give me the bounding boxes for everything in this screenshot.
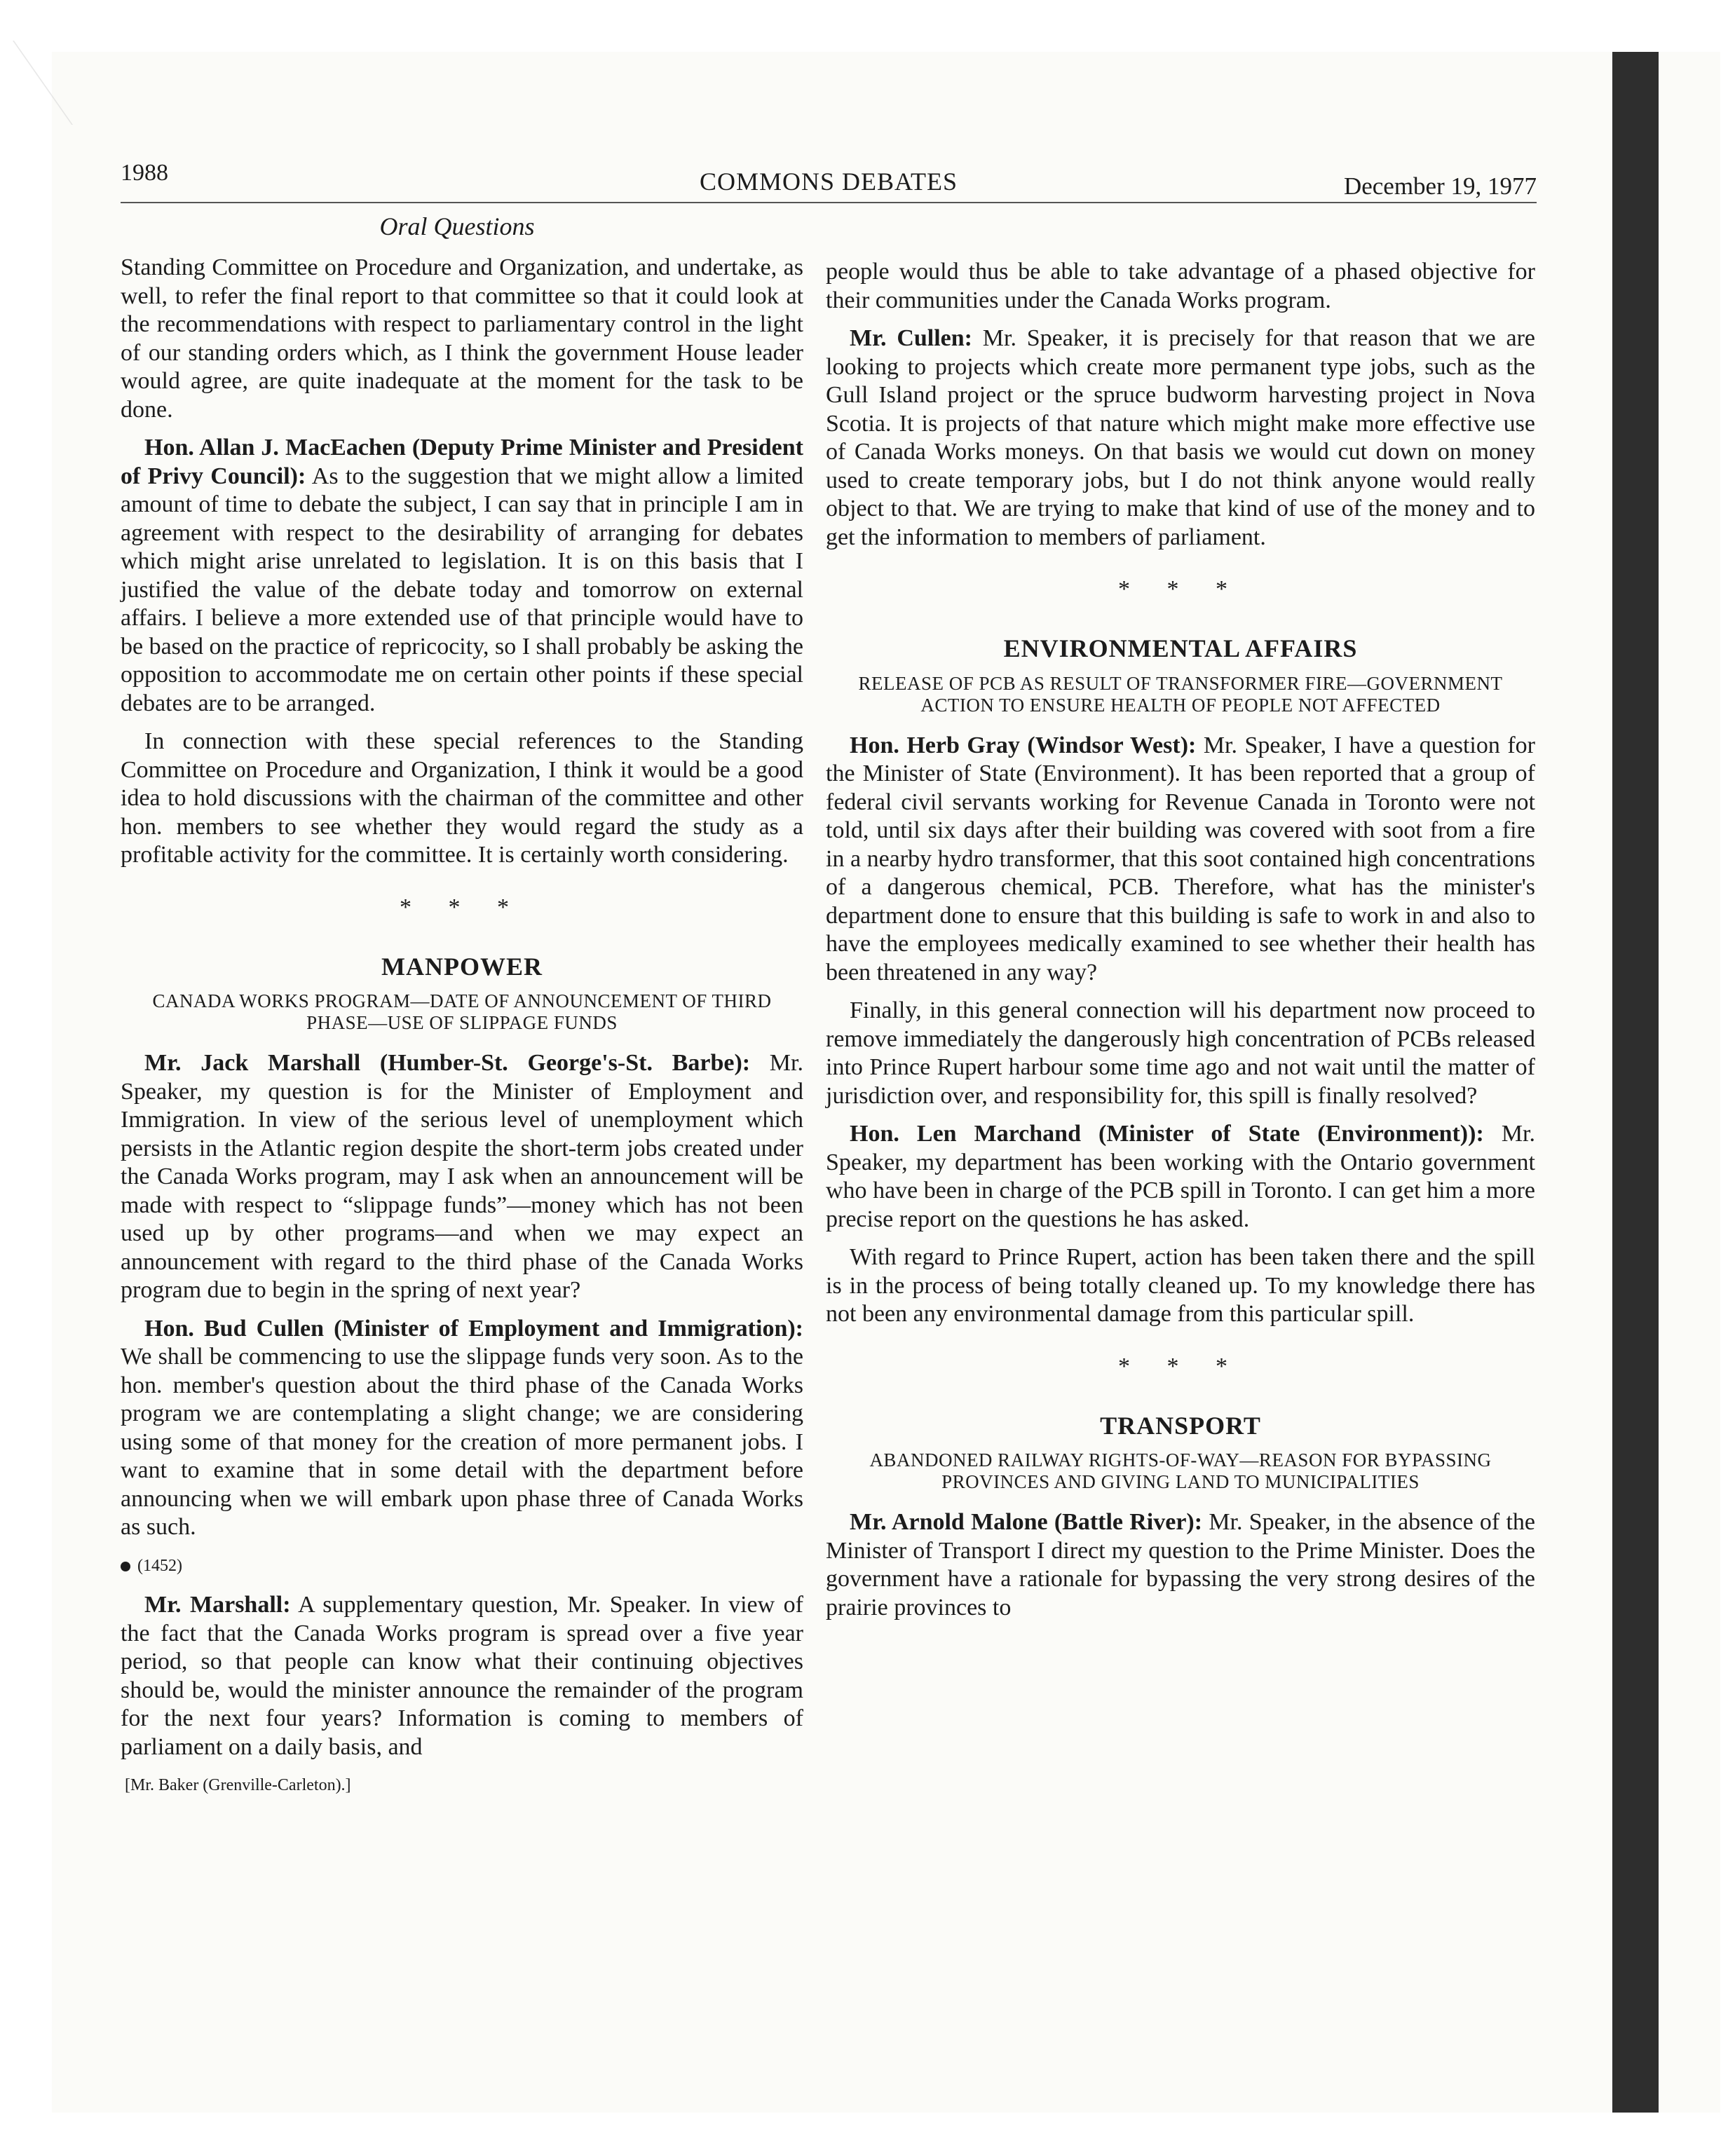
speaker-name: Hon. Herb Gray (Windsor West): <box>850 732 1197 758</box>
page-header <box>121 160 1537 203</box>
section-heading: MANPOWER <box>381 952 543 981</box>
paragraph: In connection with these special references to the Standing Committee on Procedure and Organization, I think it would be a good idea to hold discussions with the chairman of the committee and other hon. members to see whether they would regard the study as a profitable activity for the committee. It is certainly worth considering. <box>121 728 803 868</box>
time-marker <box>121 1552 803 1581</box>
speaker-name: Mr. Marshall: <box>144 1592 291 1618</box>
section-heading: ENVIRONMENTAL AFFAIRS <box>1003 634 1358 662</box>
paragraph <box>121 1049 803 1305</box>
speech-text: Mr. Speaker, it is precisely for that reason that we are looking to projects which create more permanent type jobs, such as the Gull Island project or the spruce budworm harvesting project in Nova Scotia. It is projects of that nature which might make more effective use of Canada Works moneys. On that basis we would cut down on money used to create temporary jobs, but I do not think anyone would really object to that. We are trying to make that kind of use of the money and to get the information to members of parliament. <box>826 325 1535 550</box>
paragraph <box>826 732 1535 988</box>
footnote: [Mr. Baker (Grenville-Carleton).] <box>125 1776 351 1794</box>
speech-text: Mr. Speaker, my question is for the Minister of Employment and Immigration. In view of the serious level of unemployment which persists in the Atlantic region despite the short-term jobs created under the Canada Works program, may I ask when an announcement will be made with respect to “slippage funds”—money which has not been used up by other programs—and when we may expect an announcement with regard to the third phase of the Canada Works program due to begin in the spring of next year? <box>121 1050 803 1303</box>
speaker-name: Mr. Jack Marshall (Humber-St. George's-St. Barbe): <box>144 1050 751 1076</box>
paragraph: Finally, in this general connection will his department now proceed to remove immediately the dangerously high concentration of PCBs released into Prince Rupert harbour some time ago and not wait until the matter of jurisdiction over, and responsibility for, this spill is finally resolved? <box>826 997 1535 1109</box>
section-separator: * * * <box>1118 576 1243 602</box>
section-heading: TRANSPORT <box>1100 1411 1261 1440</box>
paragraph <box>121 1315 803 1542</box>
paragraph: Standing Committee on Procedure and Organization, and undertake, as well, to refer the final report to that committee so that it could look at the recommendations with respect to parliamentary control in the light of our standing orders which, as I think the government House leader would agree, are quite inadequate at the moment for the task to be done. <box>121 254 803 423</box>
speaker-name: Mr. Arnold Malone (Battle River): <box>850 1509 1203 1535</box>
time-stamp: (1452) <box>137 1556 182 1575</box>
speech-text: As to the suggestion that we might allow a limited amount of time to debate the subject, I can say that in principle I am in agreement with respect to the desirability of arranging for debates which might arise unrelated to legislation. It is on this basis that I justified the value of the debate today and tomorrow on external affairs. I believe a more extended use of that principle would have to be based on the practice of repricocity, so I shall probably be asking the opposition to accommodate me on certain other points if these special debates are to be arranged. <box>121 463 804 716</box>
paragraph: people would thus be able to take advantage of a phased objective for their communities under the Canada Works program. <box>826 259 1535 313</box>
speech-text: We shall be commencing to use the slippage funds very soon. As to the hon. member's question about the third phase of the Canada Works program we are contemplating a slight change; we are considering using some of that money for the creation of more permanent jobs. I want to examine that in some detail with the department before announcing when we will embark upon phase three of Canada Works as such. <box>121 1344 803 1540</box>
right-column <box>826 258 1535 1632</box>
bullet-icon <box>121 1562 130 1571</box>
left-column <box>121 254 803 1800</box>
speech-text: A supplementary question, Mr. Speaker. In view of the fact that the Canada Works program is spread over a five year period, so that people can know what their continuing objectives should be, would the minister announce the remainder of the program for the next four years? Information is coming to members of parliament on a daily basis, and <box>121 1592 803 1760</box>
paragraph <box>121 1591 803 1761</box>
speaker-name: Mr. Cullen: <box>850 325 972 351</box>
scan-edge-bar <box>1612 52 1659 2113</box>
running-subheader: Oral Questions <box>379 212 535 240</box>
speech-text: Mr. Speaker, in the absence of the Minister of Transport I direct my question to the Prime Minister. Does the government have a rationale for bypassing the very strong desires of the prairie provinces to <box>826 1509 1536 1621</box>
publication-title: COMMONS DEBATES <box>699 168 958 196</box>
topic-heading: ABANDONED RAILWAY RIGHTS-OF-WAY—REASON FOR BYPASSING PROVINCES AND GIVING LAND TO MUNICIPALITIES <box>869 1449 1492 1492</box>
speech-text: Mr. Speaker, my department has been working with the Ontario government who have been in charge of the PCB spill in Toronto. I can get him a more precise report on the questions he has asked. <box>826 1121 1535 1232</box>
topic-heading: RELEASE OF PCB AS RESULT OF TRANSFORMER FIRE—GOVERNMENT ACTION TO ENSURE HEALTH OF PEOPLE NOT AFFECTED <box>858 672 1503 716</box>
speaker-name: Hon. Len Marchand (Minister of State (Environment)): <box>850 1121 1484 1147</box>
paragraph <box>826 325 1535 552</box>
page-number: 1988 <box>121 160 168 186</box>
section-separator: * * * <box>1118 1353 1243 1379</box>
speaker-name: Hon. Allan J. MacEachen (Deputy Prime Minister and President of Privy Council): <box>121 435 803 489</box>
paragraph <box>826 1120 1535 1234</box>
section-separator: * * * <box>400 894 524 920</box>
paragraph <box>121 434 803 718</box>
topic-heading: CANADA WORKS PROGRAM—DATE OF ANNOUNCEMENT OF THIRD PHASE—USE OF SLIPPAGE FUNDS <box>152 990 772 1033</box>
speaker-name: Hon. Bud Cullen (Minister of Employment and Immigration): <box>144 1315 803 1342</box>
publication-date: December 19, 1977 <box>1343 172 1537 200</box>
speech-text: Mr. Speaker, I have a question for the Minister of State (Environment). It has been reported that a group of federal civil servants working for Revenue Canada in Toronto were not told, until six days after their building was covered with soot from a fire in a nearby hydro transformer, that this soot contained high concentrations of a dangerous chemical, PCB. Therefore, what has the minister's department done to ensure that this building is safe to work in and also to have the employees medically examined to see whether their health has been threatened in any way? <box>826 732 1535 985</box>
paragraph: With regard to Prince Rupert, action has been taken there and the spill is in the process of being totally cleaned up. To my knowledge there has not been any environmental damage from this particular spill. <box>826 1244 1535 1327</box>
paragraph <box>826 1508 1535 1622</box>
